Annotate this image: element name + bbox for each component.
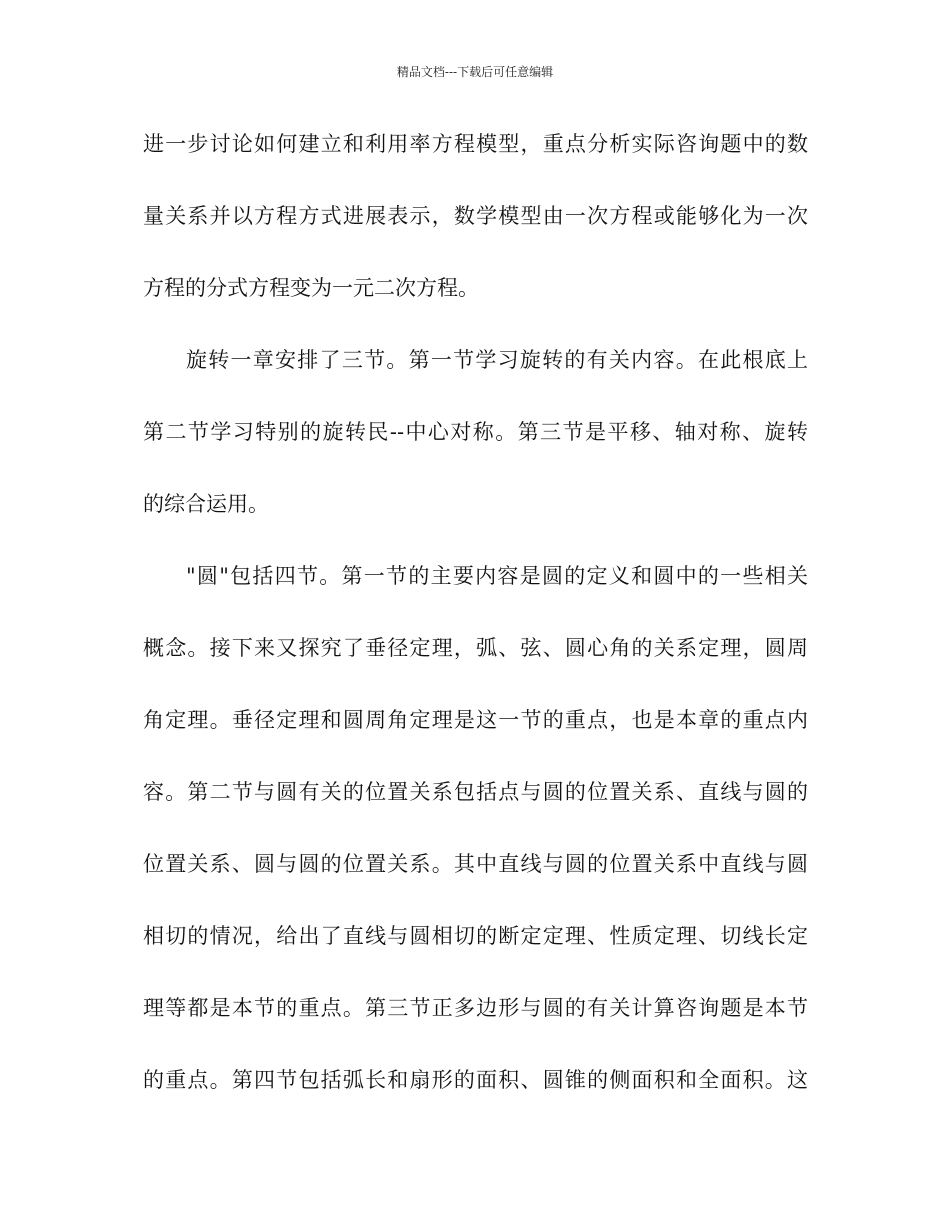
text-line: 量关系并以方程方式进展表示，数学模型由一次方程或能够化为一次 <box>143 204 808 228</box>
page-header: 精品文档---下载后可任意编辑 <box>396 65 554 79</box>
body-text <box>143 118 808 1126</box>
text-line: 的综合运用。 <box>143 492 269 516</box>
text-line: 进一步讨论如何建立和利用率方程模型，重点分析实际咨询题中的数 <box>143 132 808 156</box>
text-line: 概念。接下来又探究了垂径定理，弧、弦、圆心角的关系定理，圆周 <box>143 636 808 660</box>
text-line: 位置关系、圆与圆的位置关系。其中直线与圆的位置关系中直线与圆 <box>143 852 808 876</box>
text-line: 角定理。垂径定理和圆周角定理是这一节的重点，也是本章的重点内 <box>143 708 808 732</box>
paragraph-first-line: "圆"包括四节。第一节的主要内容是圆的定义和圆中的一些相关 <box>186 564 808 588</box>
text-line: 相切的情况，给出了直线与圆相切的断定定理、性质定理、切线长定 <box>143 924 808 948</box>
paragraph-first-line: 旋转一章安排了三节。第一节学习旋转的有关内容。在此根底上 <box>186 348 808 372</box>
text-line: 的重点。第四节包括弧长和扇形的面积、圆锥的侧面积和全面积。这 <box>143 1068 808 1092</box>
text-line: 第二节学习特别的旋转民--中心对称。第三节是平移、轴对称、旋转 <box>143 420 808 444</box>
text-line: 理等都是本节的重点。第三节正多边形与圆的有关计算咨询题是本节 <box>143 996 808 1020</box>
text-line: 容。第二节与圆有关的位置关系包括点与圆的位置关系、直线与圆的 <box>143 780 808 804</box>
text-line: 方程的分式方程变为一元二次方程。 <box>143 276 479 300</box>
